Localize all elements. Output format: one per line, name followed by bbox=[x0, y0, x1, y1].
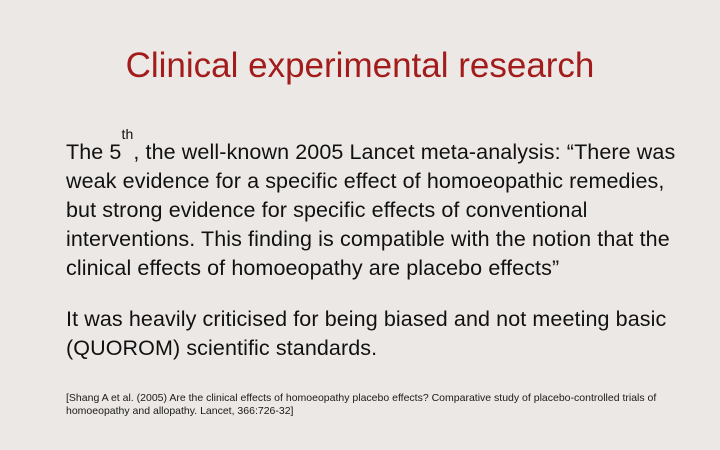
slide-body bbox=[66, 126, 686, 363]
paragraph-quote: , the well-known 2005 Lancet meta-analysis: “There was weak evidence for a specific effect of homoeopathic remedies, but strong evidence for specific effects of conventional interventions. This finding is compatible with the notion that the clinical effects of homoeopathy are placebo effects” bbox=[66, 140, 676, 280]
paragraph-prefix: The 5 bbox=[66, 140, 122, 164]
paragraph-meta-analysis bbox=[66, 126, 686, 283]
slide-title: Clinical experimental research bbox=[125, 46, 595, 85]
ordinal-superscript: th bbox=[121, 126, 134, 142]
reference-citation: [Shang A et al. (2005) Are the clinical effects of homoeopathy placebo effects? Comparative study of placebo-controlled trials of homoeopathy and allopathy. Lancet, 366:726-32] bbox=[66, 392, 657, 417]
paragraph-criticism: It was heavily criticised for being biased and not meeting basic (QUOROM) scientific standards. bbox=[66, 307, 667, 360]
